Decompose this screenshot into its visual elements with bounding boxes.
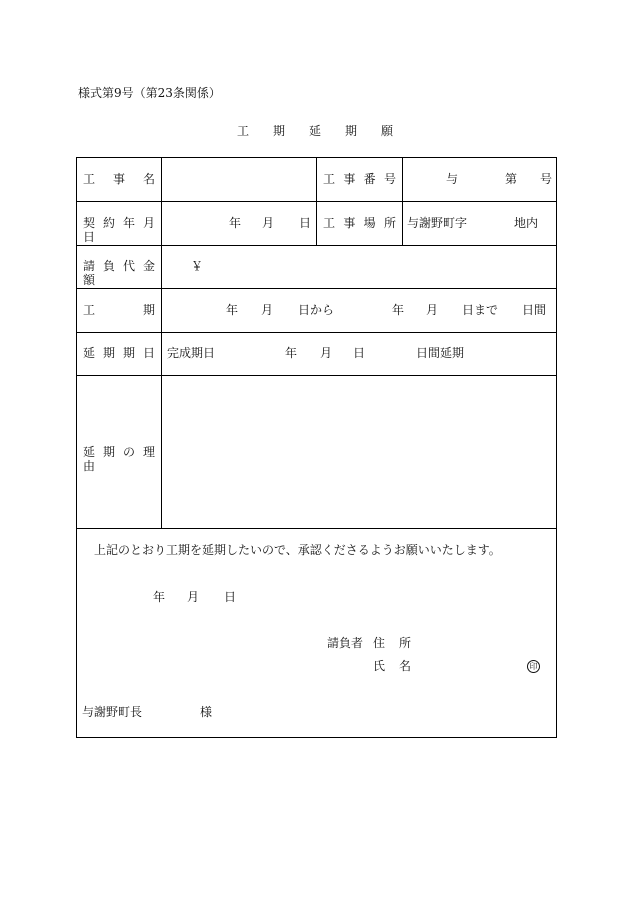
extension-date-label: 延 期 期 日 <box>83 346 155 360</box>
currency-symbol: ￥ <box>191 259 204 273</box>
form-number: 様式第9号（第23条関係） <box>78 86 221 100</box>
form-title: 工 期 延 期 願 <box>237 124 393 138</box>
contract-date-year: 年 <box>229 216 242 230</box>
work-name-label: 工 事 名 <box>83 172 155 186</box>
declaration-statement: 上記のとおり工期を延期したいので、承認くださるようお願いいたします。 <box>94 543 501 557</box>
row-divider <box>76 528 557 529</box>
period-to-year: 年 <box>392 303 405 317</box>
row-divider <box>76 332 557 333</box>
addressee: 与謝野町長 <box>82 705 143 719</box>
work-site-prefix: 与謝野町字 <box>407 216 468 230</box>
period-from-month: 月 <box>261 303 274 317</box>
contract-date-day: 日 <box>299 216 312 230</box>
period-to-month: 月 <box>426 303 439 317</box>
contract-date-month: 月 <box>262 216 275 230</box>
column-divider <box>402 157 403 245</box>
work-number-mid: 第 <box>505 172 518 186</box>
seal-mark-icon: 印 <box>527 660 540 673</box>
work-site-suffix: 地内 <box>514 216 539 230</box>
reason-label: 延 期 の 理 由 <box>83 445 155 473</box>
work-number-prefix: 与 <box>446 172 459 186</box>
completion-date-label: 完成期日 <box>167 346 216 360</box>
column-divider <box>316 157 317 245</box>
contract-amount-label: 請 負 代 金 額 <box>83 259 155 287</box>
declaration-date-day: 日 <box>224 590 237 604</box>
period-from-year: 年 <box>226 303 239 317</box>
work-name-field <box>162 158 316 201</box>
address-label: 住 所 <box>373 636 411 650</box>
name-label: 氏 名 <box>373 659 411 673</box>
extension-month: 月 <box>320 346 333 360</box>
reason-field <box>162 376 556 528</box>
extension-year: 年 <box>285 346 298 360</box>
period-label: 工 期 <box>83 303 155 317</box>
period-from-day: 日から <box>298 303 335 317</box>
row-divider <box>76 245 557 246</box>
extension-day: 日 <box>353 346 366 360</box>
row-divider <box>76 288 557 289</box>
period-to-day: 日まで <box>462 303 499 317</box>
period-days: 日間 <box>522 303 547 317</box>
contractor-label: 請負者 <box>327 636 364 650</box>
work-site-label: 工 事 場 所 <box>323 216 396 230</box>
work-number-label: 工 事 番 号 <box>323 172 396 186</box>
declaration-date-year: 年 <box>153 590 166 604</box>
work-number-suffix: 号 <box>540 172 553 186</box>
extension-days-label: 日間延期 <box>416 346 465 360</box>
honorific: 様 <box>200 705 213 719</box>
declaration-date-month: 月 <box>187 590 200 604</box>
contract-date-label: 契 約 年 月 日 <box>83 216 155 244</box>
